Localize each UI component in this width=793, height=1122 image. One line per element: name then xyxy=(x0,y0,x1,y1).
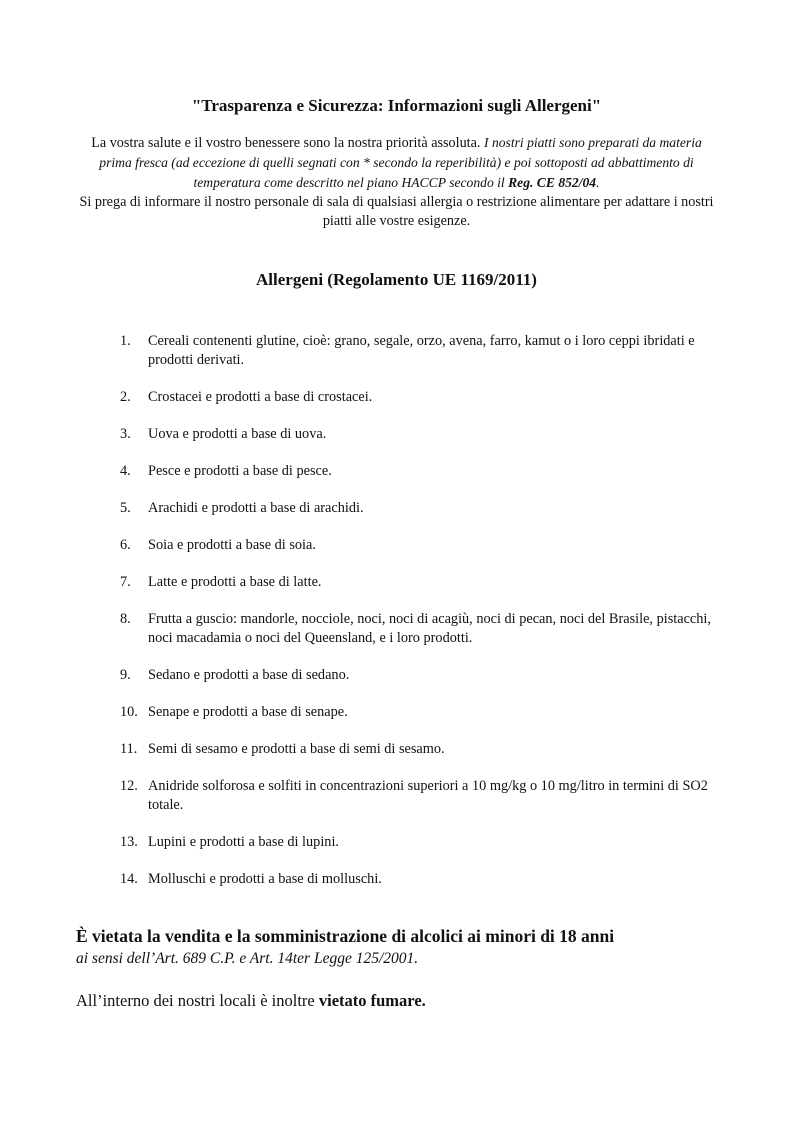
smoking-notice xyxy=(76,991,736,1011)
allergen-item xyxy=(120,740,720,759)
alcohol-notice: È vietata la vendita e la somministrazione di alcolici ai minori di 18 anni xyxy=(76,926,615,946)
allergen-number: 9. xyxy=(120,667,131,683)
regulation-reference: Reg. CE 852/04 xyxy=(508,175,597,190)
allergen-text: Semi di sesamo e prodotti a base di semi di sesamo. xyxy=(148,741,445,757)
intro-text: La vostra salute e il vostro benessere sono la nostra priorità assoluta. xyxy=(91,135,485,151)
allergen-text: Anidride solforosa e solfiti in concentrazioni superiori a 10 mg/kg o 10 mg/litro in termini di SO2 totale. xyxy=(148,778,708,813)
allergen-text: Frutta a guscio: mandorle, nocciole, noci, noci di acagiù, noci di pecan, noci del Brasile, pistacchi, noci macadamia o noci del Queensland, e i loro prodotti. xyxy=(148,611,711,646)
allergen-text: Uova e prodotti a base di uova. xyxy=(148,426,327,442)
allergen-number: 11. xyxy=(120,741,138,757)
allergen-item xyxy=(120,777,720,815)
allergens-heading: Allergeni (Regolamento UE 1169/2011) xyxy=(256,270,537,289)
allergen-number: 12. xyxy=(120,778,138,794)
allergen-number: 1. xyxy=(120,333,131,349)
allergen-item xyxy=(120,536,720,555)
allergen-item xyxy=(120,499,720,518)
allergen-number: 3. xyxy=(120,426,131,442)
allergen-number: 13. xyxy=(120,834,138,850)
allergen-text: Soia e prodotti a base di soia. xyxy=(148,537,316,553)
smoking-text: All’interno dei nostri locali è inoltre xyxy=(76,991,319,1010)
allergen-item xyxy=(120,870,720,889)
allergen-item xyxy=(120,388,720,407)
intro-italic-end: . xyxy=(596,175,600,190)
allergen-item xyxy=(120,666,720,685)
allergen-item xyxy=(120,610,720,648)
allergen-item xyxy=(120,332,720,370)
intro-paragraph xyxy=(76,133,717,231)
allergen-item xyxy=(120,573,720,592)
allergen-text: Pesce e prodotti a base di pesce. xyxy=(148,463,332,479)
allergen-number: 4. xyxy=(120,463,131,479)
page-title: "Trasparenza e Sicurezza: Informazioni sugli Allergeni" xyxy=(191,96,602,115)
smoking-ban: vietato fumare. xyxy=(318,991,426,1010)
allergen-list xyxy=(120,332,720,907)
allergen-text: Lupini e prodotti a base di lupini. xyxy=(148,834,339,850)
allergen-text: Molluschi e prodotti a base di molluschi. xyxy=(148,871,382,887)
allergen-text: Sedano e prodotti a base di sedano. xyxy=(148,667,350,683)
allergen-item xyxy=(120,703,720,722)
allergen-text: Arachidi e prodotti a base di arachidi. xyxy=(148,500,364,516)
allergen-item xyxy=(120,462,720,481)
allergen-number: 2. xyxy=(120,389,131,405)
intro-italic: I nostri piatti sono preparati da materia prima fresca (ad eccezione di quelli segnati con * secondo la reperibilità) e poi sottoposti ad abbattimento di temperatura come descritto nel piano HACCP secondo il xyxy=(99,135,702,190)
allergen-number: 7. xyxy=(120,574,131,590)
allergen-text: Latte e prodotti a base di latte. xyxy=(148,574,322,590)
allergen-number: 6. xyxy=(120,537,131,553)
allergen-text: Senape e prodotti a base di senape. xyxy=(148,704,348,720)
allergen-text: Cereali contenenti glutine, cioè: grano, segale, orzo, avena, farro, kamut o i loro ceppi ibridati e prodotti derivati. xyxy=(148,333,695,368)
allergen-number: 10. xyxy=(120,704,138,720)
allergen-item xyxy=(120,833,720,852)
law-reference: ai sensi dell’Art. 689 C.P. e Art. 14ter Legge 125/2001. xyxy=(76,950,419,967)
allergen-number: 14. xyxy=(120,871,138,887)
allergy-request-text: Si prega di informare il nostro personale di sala di qualsiasi allergia o restrizione alimentare per adattare i nostri piatti alle vostre esigenze. xyxy=(79,194,714,229)
allergen-text: Crostacei e prodotti a base di crostacei. xyxy=(148,389,373,405)
allergen-item xyxy=(120,425,720,444)
allergen-number: 8. xyxy=(120,611,131,627)
allergen-number: 5. xyxy=(120,500,131,516)
